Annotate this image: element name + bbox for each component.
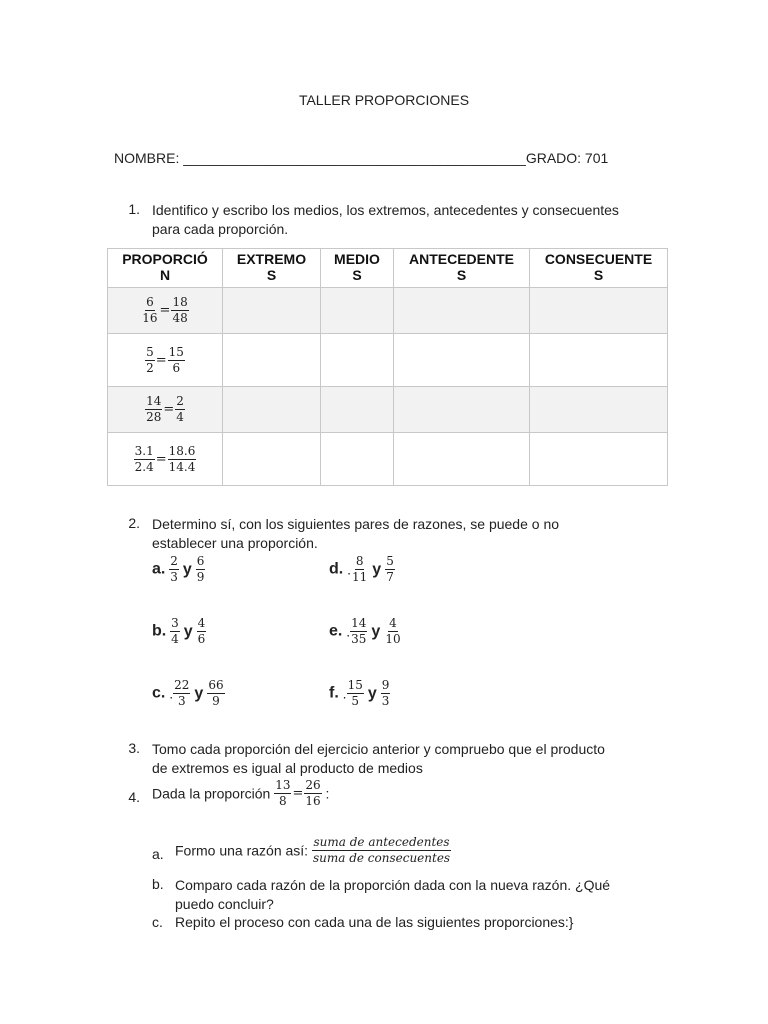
q4c-text: Repito el proceso con cada una de las siguientes proporciones:} bbox=[175, 914, 574, 930]
answer-cell-extremos[interactable] bbox=[223, 387, 321, 433]
q2-item-f: f. . $\frac{15}{5}$ y $\frac{9}{3}$ bbox=[329, 678, 390, 708]
q1-line2: para cada proporción. bbox=[152, 221, 289, 237]
proportion-cell: $\frac{3.1}{2.4}$ = $\frac{18.6}{14.4}$ bbox=[108, 433, 223, 486]
answer-cell-antecedentes[interactable] bbox=[394, 387, 530, 433]
q4-prefix: Dada la proporción bbox=[152, 785, 271, 802]
q1-line1: Identifico y escribo los medios, los extremos, antecedentes y consecuentes bbox=[152, 202, 619, 218]
q4b-text: Comparo cada razón de la proporción dada con la nueva razón. ¿Qué puedo concluir? bbox=[175, 877, 611, 912]
header-proporcion: PROPORCIÓ N bbox=[108, 249, 223, 288]
answer-cell-consecuentes[interactable] bbox=[530, 433, 668, 486]
answer-cell-antecedentes[interactable] bbox=[394, 288, 530, 334]
answer-cell-medios[interactable] bbox=[321, 334, 394, 387]
q4b-label: b. bbox=[152, 876, 164, 892]
q2-item-c: c. . $\frac{22}{3}$ y $\frac{66}{9}$ bbox=[152, 678, 224, 708]
q2-item-b: b. $\frac{3}{4}$ y $\frac{4}{6}$ bbox=[152, 616, 206, 646]
proportion-cell: $\frac{5}{2}$ = $\frac{15}{6}$ bbox=[108, 334, 223, 387]
q2-text bbox=[152, 515, 559, 553]
name-grade-line: NOMBRE: ____________________________________________GRADO: 701 bbox=[114, 150, 609, 166]
header-consecuentes: CONSECUENTE S bbox=[530, 249, 668, 288]
answer-cell-antecedentes[interactable] bbox=[394, 334, 530, 387]
answer-cell-medios[interactable] bbox=[321, 387, 394, 433]
q2-item-d: d. . $\frac{8}{11}$ y $\frac{5}{7}$ bbox=[329, 554, 394, 584]
answer-cell-extremos[interactable] bbox=[223, 288, 321, 334]
header-medios: MEDIO S bbox=[321, 249, 394, 288]
table-row bbox=[108, 387, 668, 433]
proportions-table bbox=[107, 248, 668, 486]
answer-cell-consecuentes[interactable] bbox=[530, 334, 668, 387]
q4-fraction-2: $\frac{26}{16}$ bbox=[305, 778, 321, 808]
header-antecedentes: ANTECEDENTE S bbox=[394, 249, 530, 288]
q3-text bbox=[152, 740, 605, 778]
header-extremos: EXTREMO S bbox=[223, 249, 321, 288]
q2-number: 2. bbox=[128, 515, 140, 531]
q4a-content: Formo una razón así: $\frac{\text{suma de antecedentes}}{\text{suma de consecuentes}}$ bbox=[175, 835, 451, 865]
answer-cell-extremos[interactable] bbox=[223, 334, 321, 387]
page-title: TALLER PROPORCIONES bbox=[298, 92, 470, 108]
q4-number: 4. bbox=[128, 789, 140, 805]
q4-text: Dada la proporción $\frac{13}{8}$ = $\frac{26}{16}$ : bbox=[152, 778, 330, 808]
answer-cell-consecuentes[interactable] bbox=[530, 288, 668, 334]
q4-fraction-1: $\frac{13}{8}$ bbox=[275, 778, 291, 808]
answer-cell-consecuentes[interactable] bbox=[530, 387, 668, 433]
q2-line2: establecer una proporción. bbox=[152, 535, 318, 551]
table-row bbox=[108, 433, 668, 486]
q2-item-a: a. $\frac{2}{3}$ y $\frac{6}{9}$ bbox=[152, 554, 205, 584]
q3-number: 3. bbox=[128, 740, 140, 756]
answer-cell-medios[interactable] bbox=[321, 433, 394, 486]
q2-item-e: e. . $\frac{14}{35}$ y $\frac{4}{10}$ bbox=[329, 616, 401, 646]
answer-cell-antecedentes[interactable] bbox=[394, 433, 530, 486]
q4a-label: a. bbox=[152, 846, 164, 862]
proportion-cell: $\frac{14}{28}$ = $\frac{2}{4}$ bbox=[108, 387, 223, 433]
table-row bbox=[108, 288, 668, 334]
q2-line1: Determino sí, con los siguientes pares de razones, se puede o no bbox=[152, 516, 560, 532]
sum-ratio-fraction: $\frac{\text{suma de antecedentes}}{\text{suma de consecuentes}}$ bbox=[312, 835, 451, 865]
q1-number: 1. bbox=[128, 201, 140, 217]
answer-cell-extremos[interactable] bbox=[223, 433, 321, 486]
q3-line2: de extremos es igual al producto de medios bbox=[152, 760, 423, 776]
table-header-row bbox=[108, 249, 668, 288]
q4c-label: c. bbox=[152, 914, 163, 930]
proportion-cell: $\frac{6}{16}$ = $\frac{18}{48}$ bbox=[108, 288, 223, 334]
q3-line1: Tomo cada proporción del ejercicio anterior y compruebo que el producto bbox=[152, 741, 605, 757]
table-row bbox=[108, 334, 668, 387]
answer-cell-medios[interactable] bbox=[321, 288, 394, 334]
q1-text bbox=[152, 201, 619, 239]
